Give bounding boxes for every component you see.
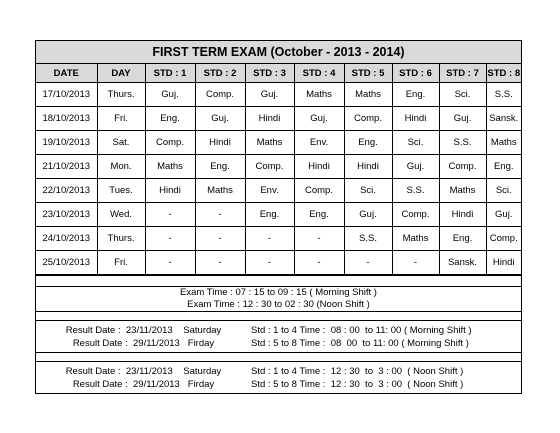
subject-cell: S.S. <box>344 227 392 251</box>
result-date: Result Date : 23/11/2013 Saturday <box>65 366 222 377</box>
subject-cell: Guj. <box>344 203 392 227</box>
spacer-row <box>36 275 521 286</box>
subject-cell: Env. <box>245 179 294 203</box>
subject-cell: Hindi <box>245 107 294 131</box>
header-std-5: STD : 5 <box>344 64 392 83</box>
subject-cell: S.S. <box>392 179 439 203</box>
subject-cell: - <box>195 227 245 251</box>
result-date: Result Date : 29/11/2013 Firday <box>72 379 215 390</box>
subject-cell: Eng. <box>145 107 195 131</box>
exam-time-block <box>36 286 521 311</box>
table-row <box>36 107 521 131</box>
subject-cell: Maths <box>245 131 294 155</box>
day-cell: Thurs. <box>97 227 145 251</box>
subject-cell: Sci. <box>344 179 392 203</box>
result-date: Result Date : 29/11/2013 Firday <box>72 338 215 349</box>
subject-cell: - <box>245 251 294 275</box>
result-row <box>36 337 521 350</box>
subject-cell: Comp. <box>245 155 294 179</box>
subject-cell: Guj. <box>486 203 521 227</box>
subject-cell: Comp. <box>145 131 195 155</box>
date-cell: 17/10/2013 <box>36 83 97 107</box>
result-time: Std : 5 to 8 Time : 12 : 30 to 3 : 00 ( Noon Shift ) <box>251 379 464 390</box>
subject-cell: Sci. <box>439 83 486 107</box>
subject-cell: Hindi <box>486 251 521 275</box>
result-row <box>36 365 521 378</box>
header-date: DATE <box>36 64 97 83</box>
exam-time-noon: Exam Time : 12 : 30 to 02 : 30 (Noon Shift ) <box>187 299 370 310</box>
table-row <box>36 203 521 227</box>
subject-cell: Guj. <box>392 155 439 179</box>
subject-cell: Hindi <box>344 155 392 179</box>
result-block-noon <box>36 361 521 393</box>
header-std-6: STD : 6 <box>392 64 439 83</box>
gap-row <box>36 352 521 361</box>
subject-cell: Comp. <box>486 227 521 251</box>
table-row <box>36 227 521 251</box>
subject-cell: - <box>294 227 344 251</box>
table-row <box>36 155 521 179</box>
subject-cell: Maths <box>344 83 392 107</box>
result-time: Std : 1 to 4 Time : 12 : 30 to 3 : 00 ( Noon Shift ) <box>251 366 464 377</box>
subject-cell: - <box>195 203 245 227</box>
timetable-body <box>36 83 521 275</box>
subject-cell: Hindi <box>392 107 439 131</box>
timetable-title: FIRST TERM EXAM (October - 2013 - 2014) <box>36 41 521 64</box>
subject-cell: Guj. <box>245 83 294 107</box>
day-cell: Fri. <box>97 251 145 275</box>
header-std-1: STD : 1 <box>145 64 195 83</box>
subject-cell: - <box>294 251 344 275</box>
subject-cell: Sci. <box>392 131 439 155</box>
subject-cell: Hindi <box>294 155 344 179</box>
table-row <box>36 83 521 107</box>
subject-cell: Maths <box>392 227 439 251</box>
date-cell: 25/10/2013 <box>36 251 97 275</box>
date-cell: 21/10/2013 <box>36 155 97 179</box>
subject-cell: Env. <box>294 131 344 155</box>
subject-cell: Maths <box>439 179 486 203</box>
subject-cell: Guj. <box>294 107 344 131</box>
subject-cell: - <box>245 227 294 251</box>
result-row <box>36 378 521 391</box>
subject-cell: - <box>145 227 195 251</box>
gap-row <box>36 311 521 320</box>
day-cell: Tues. <box>97 179 145 203</box>
table-row <box>36 131 521 155</box>
day-cell: Fri. <box>97 107 145 131</box>
subject-cell: Eng. <box>439 227 486 251</box>
subject-cell: Eng. <box>294 203 344 227</box>
date-cell: 22/10/2013 <box>36 179 97 203</box>
result-block-morning <box>36 320 521 352</box>
header-std-3: STD : 3 <box>245 64 294 83</box>
subject-cell: Sansk. <box>439 251 486 275</box>
subject-cell: Hindi <box>439 203 486 227</box>
subject-cell: - <box>145 203 195 227</box>
exam-timetable <box>35 40 522 394</box>
subject-cell: S.S. <box>486 83 521 107</box>
subject-cell: Eng. <box>392 83 439 107</box>
subject-cell: S.S. <box>439 131 486 155</box>
table-row <box>36 179 521 203</box>
subject-cell: Eng. <box>195 155 245 179</box>
exam-time-morning: Exam Time : 07 : 15 to 09 : 15 ( Morning Shift ) <box>180 287 377 298</box>
subject-cell: Sci. <box>486 179 521 203</box>
subject-cell: Comp. <box>195 83 245 107</box>
subject-cell: - <box>344 251 392 275</box>
day-cell: Sat. <box>97 131 145 155</box>
subject-cell: Guj. <box>195 107 245 131</box>
subject-cell: Maths <box>195 179 245 203</box>
day-cell: Mon. <box>97 155 145 179</box>
subject-cell: Maths <box>145 155 195 179</box>
timetable-grid <box>36 64 521 275</box>
subject-cell: Guj. <box>145 83 195 107</box>
subject-cell: Comp. <box>344 107 392 131</box>
subject-cell: Maths <box>294 83 344 107</box>
subject-cell: Hindi <box>145 179 195 203</box>
result-time: Std : 1 to 4 Time : 08 : 00 to 11: 00 ( Morning Shift ) <box>251 325 472 336</box>
subject-cell: Eng. <box>245 203 294 227</box>
date-cell: 18/10/2013 <box>36 107 97 131</box>
subject-cell: Comp. <box>439 155 486 179</box>
header-std-7: STD : 7 <box>439 64 486 83</box>
result-row <box>36 324 521 337</box>
subject-cell: Comp. <box>392 203 439 227</box>
subject-cell: Eng. <box>344 131 392 155</box>
date-cell: 19/10/2013 <box>36 131 97 155</box>
subject-cell: Hindi <box>195 131 245 155</box>
date-cell: 23/10/2013 <box>36 203 97 227</box>
result-time: Std : 5 to 8 Time : 08 00 to 11: 00 ( Morning Shift ) <box>251 338 469 349</box>
header-std-4: STD : 4 <box>294 64 344 83</box>
subject-cell: Maths <box>486 131 521 155</box>
date-cell: 24/10/2013 <box>36 227 97 251</box>
header-std-8: STD : 8 <box>486 64 521 83</box>
result-date: Result Date : 23/11/2013 Saturday <box>65 325 222 336</box>
subject-cell: Guj. <box>439 107 486 131</box>
subject-cell: Comp. <box>294 179 344 203</box>
table-row <box>36 251 521 275</box>
subject-cell: Eng. <box>486 155 521 179</box>
header-day: DAY <box>97 64 145 83</box>
day-cell: Thurs. <box>97 83 145 107</box>
subject-cell: - <box>392 251 439 275</box>
subject-cell: - <box>145 251 195 275</box>
subject-cell: - <box>195 251 245 275</box>
subject-cell: Sansk. <box>486 107 521 131</box>
header-std-2: STD : 2 <box>195 64 245 83</box>
header-row <box>36 64 521 83</box>
day-cell: Wed. <box>97 203 145 227</box>
